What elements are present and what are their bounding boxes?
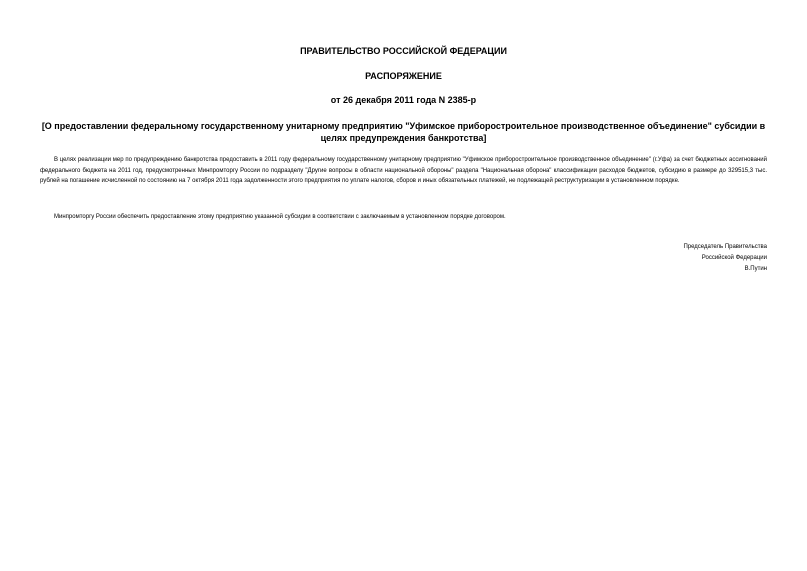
signature-block <box>683 242 767 274</box>
document-type-heading: РАСПОРЯЖЕНИЕ <box>365 71 442 81</box>
government-heading: ПРАВИТЕЛЬСТВО РОССИЙСКОЙ ФЕДЕРАЦИИ <box>300 46 507 56</box>
document-date-number: от 26 декабря 2011 года N 2385-р <box>330 95 477 105</box>
signature-name: В.Путин <box>744 265 767 272</box>
signature-position-line2: Российской Федерации <box>701 254 767 261</box>
signature-position-line1: Председатель Правительства <box>683 244 767 250</box>
document-title: [О предоставлении федеральному государственному унитарному предприятию "Уфимское приборостроительное производственное объединение" субсидии в целях предупреждения банкротства] <box>41 121 766 143</box>
body-paragraph-2: Минпромторгу России обеспечить предоставление этому предприятию указанной субсидии в соответствии с заключаемым в установленном порядке договором. <box>54 214 506 220</box>
body-paragraph-1: В целях реализации мер по предупреждению банкротства предоставить в 2011 году федеральному государственному унитарному предприятию "Уфимское приборостроительное производственное объединение" (г.Уфа) за счет бюджетных ассигнований федерального бюджета на 2011 год, предусмотренных Минпромторгу России по подразделу "Другие вопросы в области национальной обороны" раздела "Национальная оборона" классификации расходов бюджетов, субсидию в размере до 329515,3 тыс. рублей на погашение исчисленной по состоянию на 7 октября 2011 года задолженности этого предприятия по уплате налогов, сборов и иных обязательных платежей, не подлежащей реструктуризации в установленном порядке. <box>40 157 767 185</box>
